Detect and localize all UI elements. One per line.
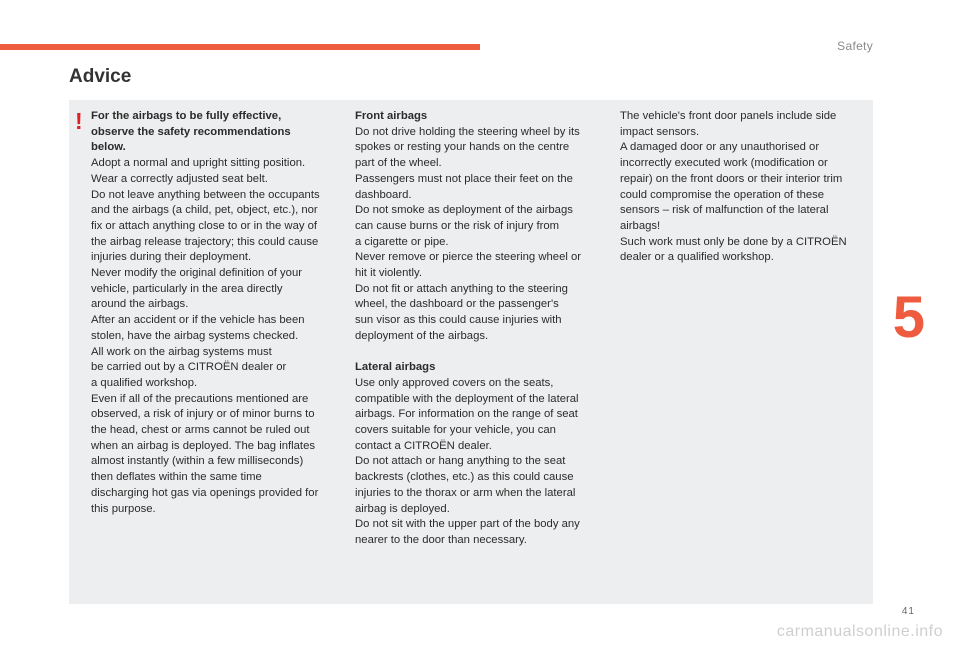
general-advice-heading-line: below. <box>91 141 126 154</box>
text-line: the airbag release trajectory; this could cause <box>91 235 319 248</box>
text-line: Do not attach or hang anything to the seat <box>355 455 566 468</box>
page-title: Advice <box>69 66 132 87</box>
text-line: sun visor as this could cause injuries with <box>355 314 562 327</box>
column-airbag-types <box>355 109 600 549</box>
text-line: The vehicle's front door panels include side <box>620 110 837 122</box>
text-line: could compromise the operation of these <box>620 188 825 201</box>
column-general-advice <box>91 109 337 517</box>
text-line: deployment of the airbags. <box>355 329 489 342</box>
text-line: Use only approved covers on the seats, <box>355 376 554 389</box>
text-line: Do not sit with the upper part of the body any <box>355 518 580 531</box>
text-line: Adopt a normal and upright sitting position. <box>91 157 306 170</box>
text-line: backrests (clothes, etc.) as this could cause <box>355 471 574 484</box>
text-line: sensors – risk of malfunction of the lateral <box>620 204 829 217</box>
text-line: the head, chest or arms cannot be ruled out <box>91 424 310 437</box>
text-line: airbag is deployed. <box>355 502 450 515</box>
text-line: a cigarette or pipe. <box>355 235 449 248</box>
text-line: hit it violently. <box>355 267 422 280</box>
text-line: All work on the airbag systems must <box>91 345 272 358</box>
text-line: airbags! <box>620 219 661 232</box>
text-line: part of the wheel. <box>355 157 442 170</box>
text-line: fix or attach anything close to or in the way of <box>91 219 318 232</box>
text-line: dashboard. <box>355 188 412 201</box>
text-line: observed, a risk of injury or of minor burns to <box>91 408 315 421</box>
column-door-sensors <box>620 109 865 266</box>
text-line: nearer to the door than necessary. <box>355 533 527 546</box>
text-line: vehicle, particularly in the area directly <box>91 282 283 295</box>
text-line: almost instantly (within a few milliseconds) <box>91 455 304 468</box>
warning-icon: ! <box>75 108 83 134</box>
text-line: be carried out by a CITROËN dealer or <box>91 361 287 374</box>
text-line: injuries during their deployment. <box>91 251 252 264</box>
text-line: Passengers must not place their feet on the <box>355 172 573 185</box>
lateral-airbags-heading: Lateral airbags <box>355 361 436 374</box>
text-line: Never modify the original definition of your <box>91 267 302 280</box>
text-line: repair) on the front doors or their interior trim <box>620 172 843 185</box>
text-line: Do not leave anything between the occupants <box>91 188 320 201</box>
text-line: A damaged door or any unauthorised or <box>620 141 820 154</box>
text-line: Wear a correctly adjusted seat belt. <box>91 172 268 185</box>
watermark: carmanualsonline.info <box>776 623 943 640</box>
text-line: and the airbags (a child, pet, object, etc.), nor <box>91 204 318 217</box>
general-advice-heading-line: For the airbags to be fully effective, <box>91 110 282 122</box>
section-label: Safety <box>837 39 873 53</box>
front-airbags-heading: Front airbags <box>355 110 428 122</box>
text-line: can cause burns or the risk of injury from <box>355 219 560 232</box>
text-line: impact sensors. <box>620 125 700 138</box>
text-line: when an airbag is deployed. The bag inflates <box>91 439 316 452</box>
text-line: After an accident or if the vehicle has been <box>91 314 305 327</box>
text-line: Do not smoke as deployment of the airbags <box>355 204 573 217</box>
chapter-number: 5 <box>892 285 925 350</box>
text-line: Do not fit or attach anything to the steering <box>355 282 568 295</box>
page-number: 41 <box>901 606 915 617</box>
text-line: this purpose. <box>91 502 156 515</box>
text-line: wheel, the dashboard or the passenger's <box>355 298 559 311</box>
text-line: Do not drive holding the steering wheel by its <box>355 125 580 138</box>
header-accent-bar <box>0 44 480 50</box>
text-line: stolen, have the airbag systems checked. <box>91 329 299 342</box>
text-line: discharging hot gas via openings provided for <box>91 486 319 499</box>
text-line: airbags. For information on the range of seat <box>355 408 578 421</box>
text-line: Never remove or pierce the steering wheel or <box>355 251 582 264</box>
text-line: contact a CITROËN dealer. <box>355 439 492 452</box>
text-line: injuries to the thorax or arm when the lateral <box>355 486 576 499</box>
text-line: a qualified workshop. <box>91 376 198 389</box>
text-line: compatible with the deployment of the lateral <box>355 392 579 405</box>
text-line: then deflates within the same time <box>91 471 262 484</box>
advice-panel <box>69 100 873 604</box>
text-line: incorrectly executed work (modification or <box>620 157 828 170</box>
text-line: Even if all of the precautions mentioned are <box>91 392 309 405</box>
text-line: around the airbags. <box>91 298 189 311</box>
text-line: covers suitable for your vehicle, you can <box>355 424 556 437</box>
text-line: dealer or a qualified workshop. <box>620 251 774 264</box>
text-line: Such work must only be done by a CITROËN <box>620 235 847 248</box>
general-advice-heading-line: observe the safety recommendations <box>91 125 291 138</box>
text-line: spokes or resting your hands on the centre <box>355 141 570 154</box>
